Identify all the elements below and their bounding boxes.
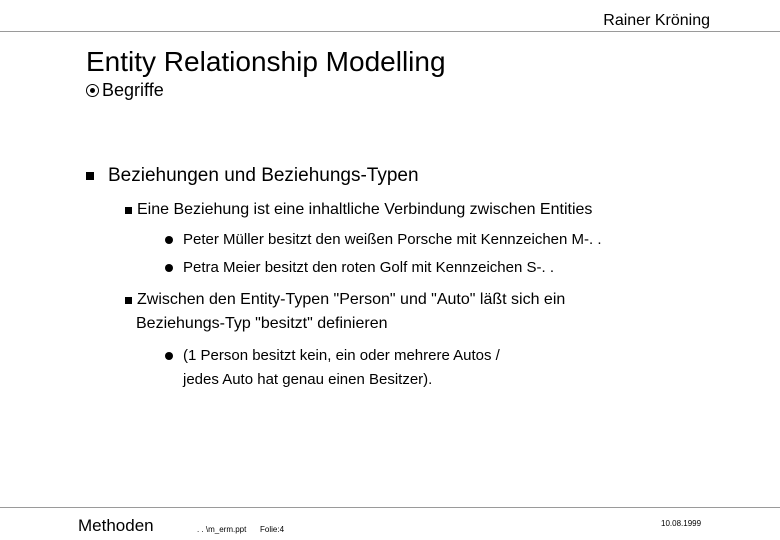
cardinality-note-line-2: jedes Auto hat genau einen Besitzer). bbox=[183, 371, 433, 388]
square-bullet-icon bbox=[125, 297, 132, 304]
bullet-beziehungs-typ-line-2: Beziehungs-Typ "besitzt" definieren bbox=[136, 315, 388, 332]
footer-rule bbox=[0, 507, 780, 508]
footer-file-name: . . \m_erm.ppt bbox=[197, 525, 247, 534]
header-rule bbox=[0, 31, 780, 32]
footer-date: 10.08.1999 bbox=[661, 519, 702, 528]
slide-title: Entity Relationship Modelling bbox=[86, 46, 446, 77]
author-name: Rainer Kröning bbox=[603, 12, 710, 29]
bullet-beziehungs-typ-line-1: Zwischen den Entity-Typen "Person" und "Auto" läßt sich ein bbox=[137, 291, 566, 308]
square-bullet-icon bbox=[86, 172, 94, 180]
dot-bullet-icon bbox=[165, 236, 173, 244]
circle-bullet-icon bbox=[86, 84, 99, 97]
cardinality-note-line-1: (1 Person besitzt kein, ein oder mehrere Autos / bbox=[183, 347, 500, 364]
square-bullet-icon bbox=[125, 207, 132, 214]
footer-section: Methoden bbox=[78, 516, 154, 535]
example-item-1: Peter Müller besitzt den weißen Porsche mit Kennzeichen M-. . bbox=[183, 231, 602, 248]
subtitle-text: Begriffe bbox=[102, 80, 164, 100]
example-item-2: Petra Meier besitzt den roten Golf mit Kennzeichen S-. . bbox=[183, 259, 555, 276]
dot-bullet-icon bbox=[165, 352, 173, 360]
bullet-beziehung-definition: Eine Beziehung ist eine inhaltliche Verbindung zwischen Entities bbox=[137, 201, 593, 218]
bullet-beziehungen: Beziehungen und Beziehungs-Typen bbox=[108, 165, 419, 186]
dot-bullet-icon bbox=[165, 264, 173, 272]
bullet-beziehungs-typ bbox=[137, 288, 565, 336]
cardinality-note bbox=[183, 344, 500, 392]
footer-slide-number: Folie:4 bbox=[260, 525, 285, 534]
slide-subtitle bbox=[86, 80, 164, 101]
